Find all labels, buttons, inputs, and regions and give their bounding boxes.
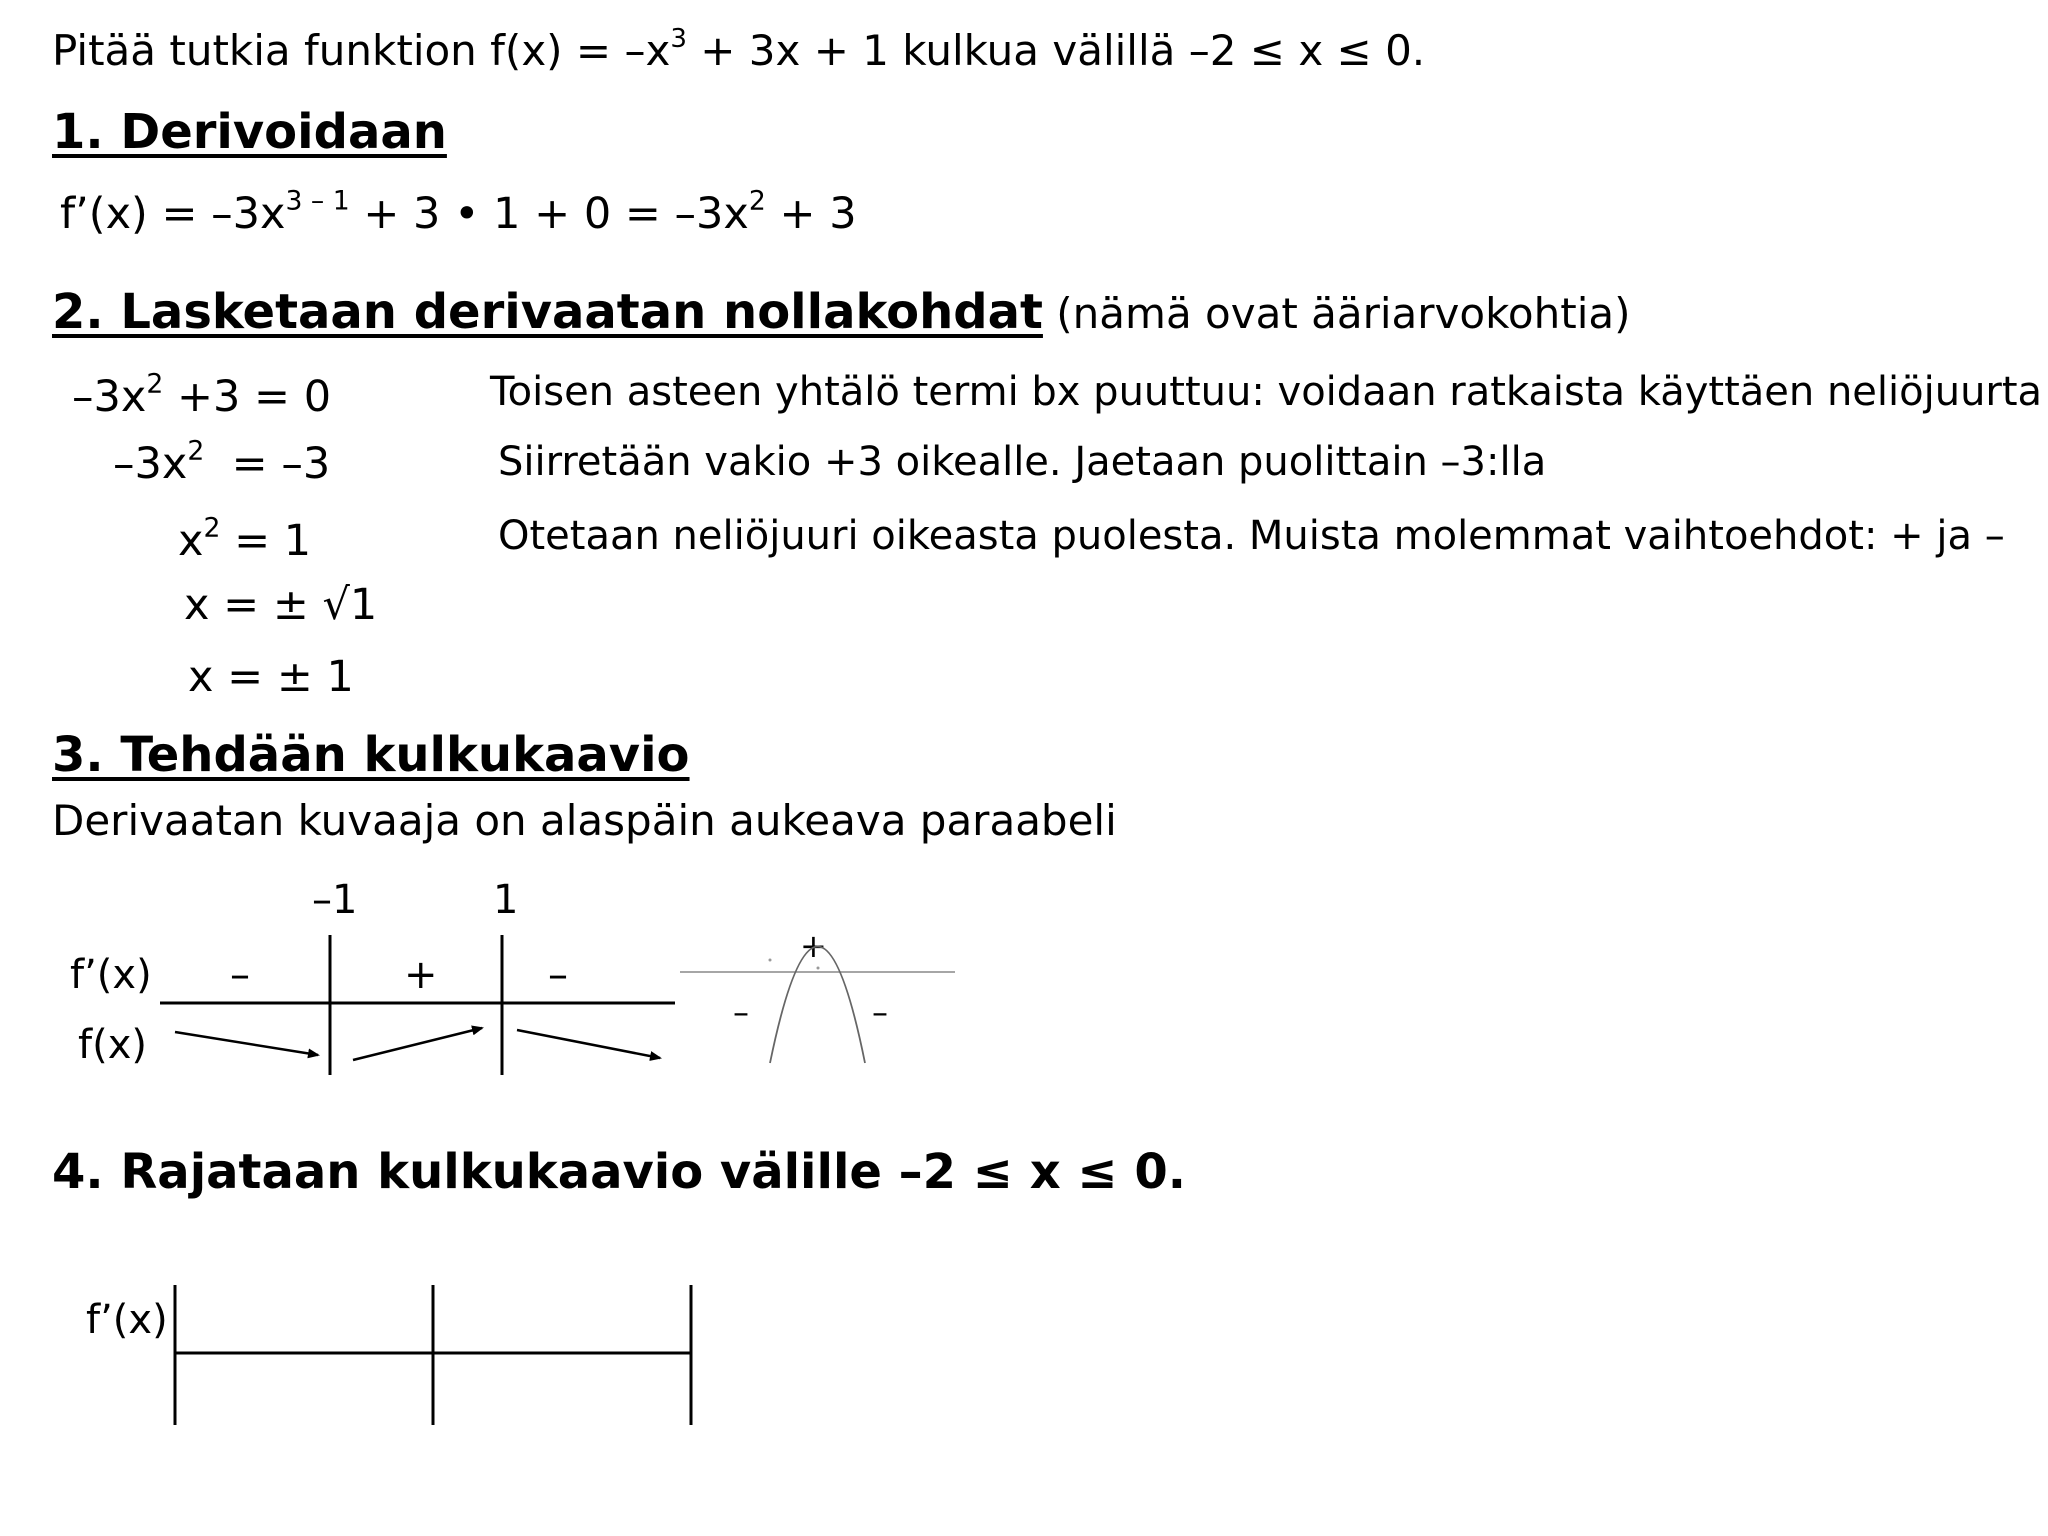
step2-note: (nämä ovat ääriarvokohtia) — [1042, 289, 1631, 338]
explanation-1: Toisen asteen yhtälö termi bx puuttuu: voidaan ratkaista käyttäen neliöjuurta — [490, 369, 2043, 415]
step1-heading: 1. Derivoidaan — [52, 104, 447, 160]
equation-2-b: = –3 — [204, 439, 331, 489]
intro-prefix: Pitää tutkia funktion f(x) = –x — [52, 26, 671, 75]
equation-3-exp: 2 — [203, 512, 221, 544]
parabola-right-sign: – — [872, 993, 888, 1031]
explanation-3: Otetaan neliöjuuri oikeasta puolesta. Muista molemmat vaihtoehdot: + ja – — [498, 513, 2005, 559]
decreasing-arrow-2 — [517, 1030, 660, 1058]
row-label-derivative: f’(x) — [70, 952, 152, 998]
zero-label-left: –1 — [312, 877, 358, 923]
equation-4: x = ± √1 — [184, 580, 378, 630]
intro-exponent: 3 — [670, 23, 687, 54]
equation-3-b: = 1 — [220, 516, 312, 566]
row-label-function: f(x) — [78, 1022, 147, 1068]
parabola-root-mark-left — [769, 959, 772, 962]
equation-1-b: +3 = 0 — [163, 372, 332, 422]
equation-1-a: –3x — [72, 372, 147, 422]
equation-2-exp: 2 — [187, 435, 205, 467]
decreasing-arrow-1 — [175, 1032, 318, 1055]
parabola-curve — [770, 947, 865, 1064]
parabola-top-sign: + — [800, 927, 827, 965]
equation-3-a: x — [178, 516, 204, 566]
step4-row-label: f’(x) — [86, 1297, 168, 1343]
parabola-root-mark-right — [817, 967, 820, 970]
derivative-exponent-2: 2 — [748, 185, 766, 217]
derivative-part-b: + 3 • 1 + 0 = –3x — [349, 189, 749, 239]
equation-1-exp: 2 — [146, 368, 164, 400]
derivative-part-c: + 3 — [765, 189, 857, 239]
step3-subtitle: Derivaatan kuvaaja on alaspäin aukeava paraabeli — [52, 796, 1117, 845]
step2-heading: 2. Lasketaan derivaatan nollakohdat — [52, 284, 1043, 340]
equation-5: x = ± 1 — [188, 652, 354, 702]
step3-heading: 3. Tehdään kulkukaavio — [52, 727, 690, 783]
step4-heading: 4. Rajataan kulkukaavio välille –2 ≤ x ≤ 0. — [52, 1144, 1186, 1200]
explanation-2: Siirretään vakio +3 oikealle. Jaetaan puolittain –3:lla — [498, 439, 1547, 485]
derivative-part-a: f’(x) = –3x — [60, 189, 286, 239]
derivative-exponent-1: 3 – 1 — [285, 185, 350, 217]
intro-suffix: + 3x + 1 kulkua välillä –2 ≤ x ≤ 0. — [686, 26, 1426, 75]
increasing-arrow — [353, 1028, 482, 1060]
parabola-left-sign: – — [733, 993, 749, 1031]
zero-label-right: 1 — [493, 877, 519, 923]
equation-2-a: –3x — [113, 439, 188, 489]
sign-interval-1: – — [230, 952, 250, 998]
sign-interval-3: – — [548, 952, 568, 998]
sign-interval-2: + — [404, 952, 438, 998]
